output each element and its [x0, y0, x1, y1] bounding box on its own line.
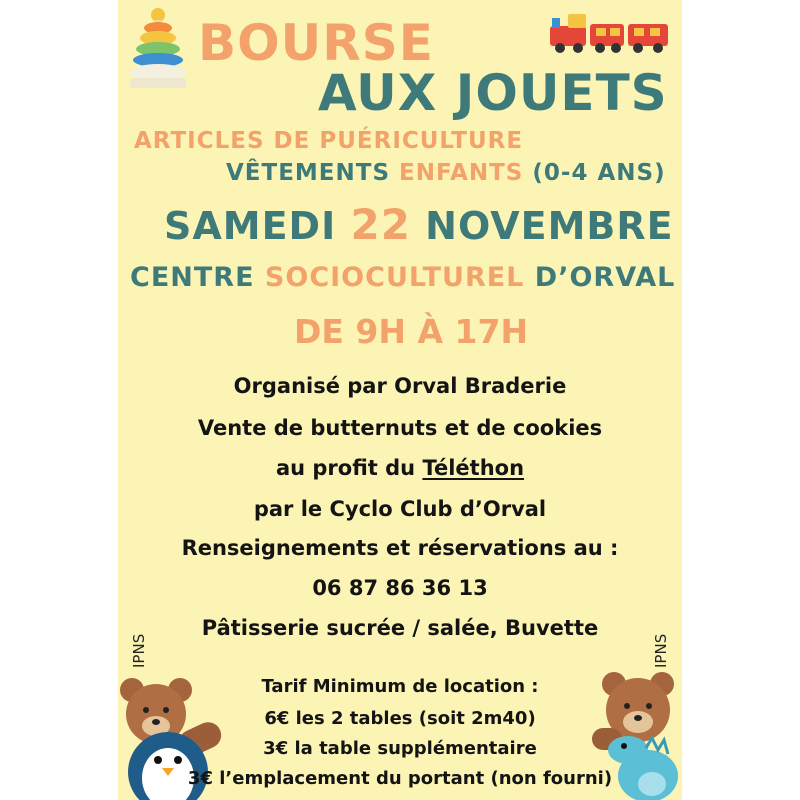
subtitle-text: PUÉRICULTURE: [319, 128, 524, 154]
event-date: [164, 200, 674, 249]
title-line-2: AUX JOUETS: [318, 64, 668, 122]
tarif-heading: Tarif Minimum de location :: [261, 676, 539, 697]
subtitle-text: VÊTEMENTS: [226, 160, 400, 186]
stacking-rings-icon: [126, 6, 190, 94]
venue-text: SOCIOCULTUREL: [264, 262, 525, 293]
event-hours: DE 9H À 17H: [294, 312, 529, 351]
event-venue: [130, 262, 675, 293]
title-line-1: BOURSE: [198, 14, 434, 72]
toy-train-icon: [546, 8, 676, 58]
date-day: SAMEDI: [164, 204, 337, 248]
subtitle-line-1: [134, 128, 523, 154]
ipns-right: IPNS: [652, 633, 670, 668]
sale-line: Vente de butternuts et de cookies: [197, 416, 603, 440]
ipns-left: IPNS: [130, 633, 148, 668]
tarif-line-2: 3€ la table supplémentaire: [263, 738, 537, 759]
refreshments-line: Pâtisserie sucrée / salée, Buvette: [201, 616, 599, 640]
subtitle-line-2: [226, 160, 666, 186]
date-month: NOVEMBRE: [425, 204, 674, 248]
subtitle-text: (0-4 ANS): [523, 160, 666, 186]
tarif-line-3: 3€ l’emplacement du portant (non fourni): [187, 768, 613, 789]
phone-number[interactable]: 06 87 86 36 13: [312, 576, 488, 600]
subtitle-text: ENFANTS: [399, 160, 524, 186]
venue-text: CENTRE: [130, 262, 265, 293]
venue-text: D’ORVAL: [524, 262, 676, 293]
poster: [118, 0, 682, 800]
club-line: par le Cyclo Club d’Orval: [253, 497, 547, 521]
date-number: 22: [350, 200, 411, 249]
profit-prefix: au profit du: [275, 456, 423, 480]
dinosaur-icon: [606, 728, 682, 800]
profit-line: [118, 456, 682, 480]
telethon-link[interactable]: Téléthon: [422, 456, 525, 480]
tarif-line-1: 6€ les 2 tables (soit 2m40): [264, 708, 536, 729]
subtitle-text: ARTICLES DE: [134, 128, 320, 154]
info-line: Renseignements et réservations au :: [181, 536, 619, 560]
organizer-line: Organisé par Orval Braderie: [233, 374, 567, 398]
